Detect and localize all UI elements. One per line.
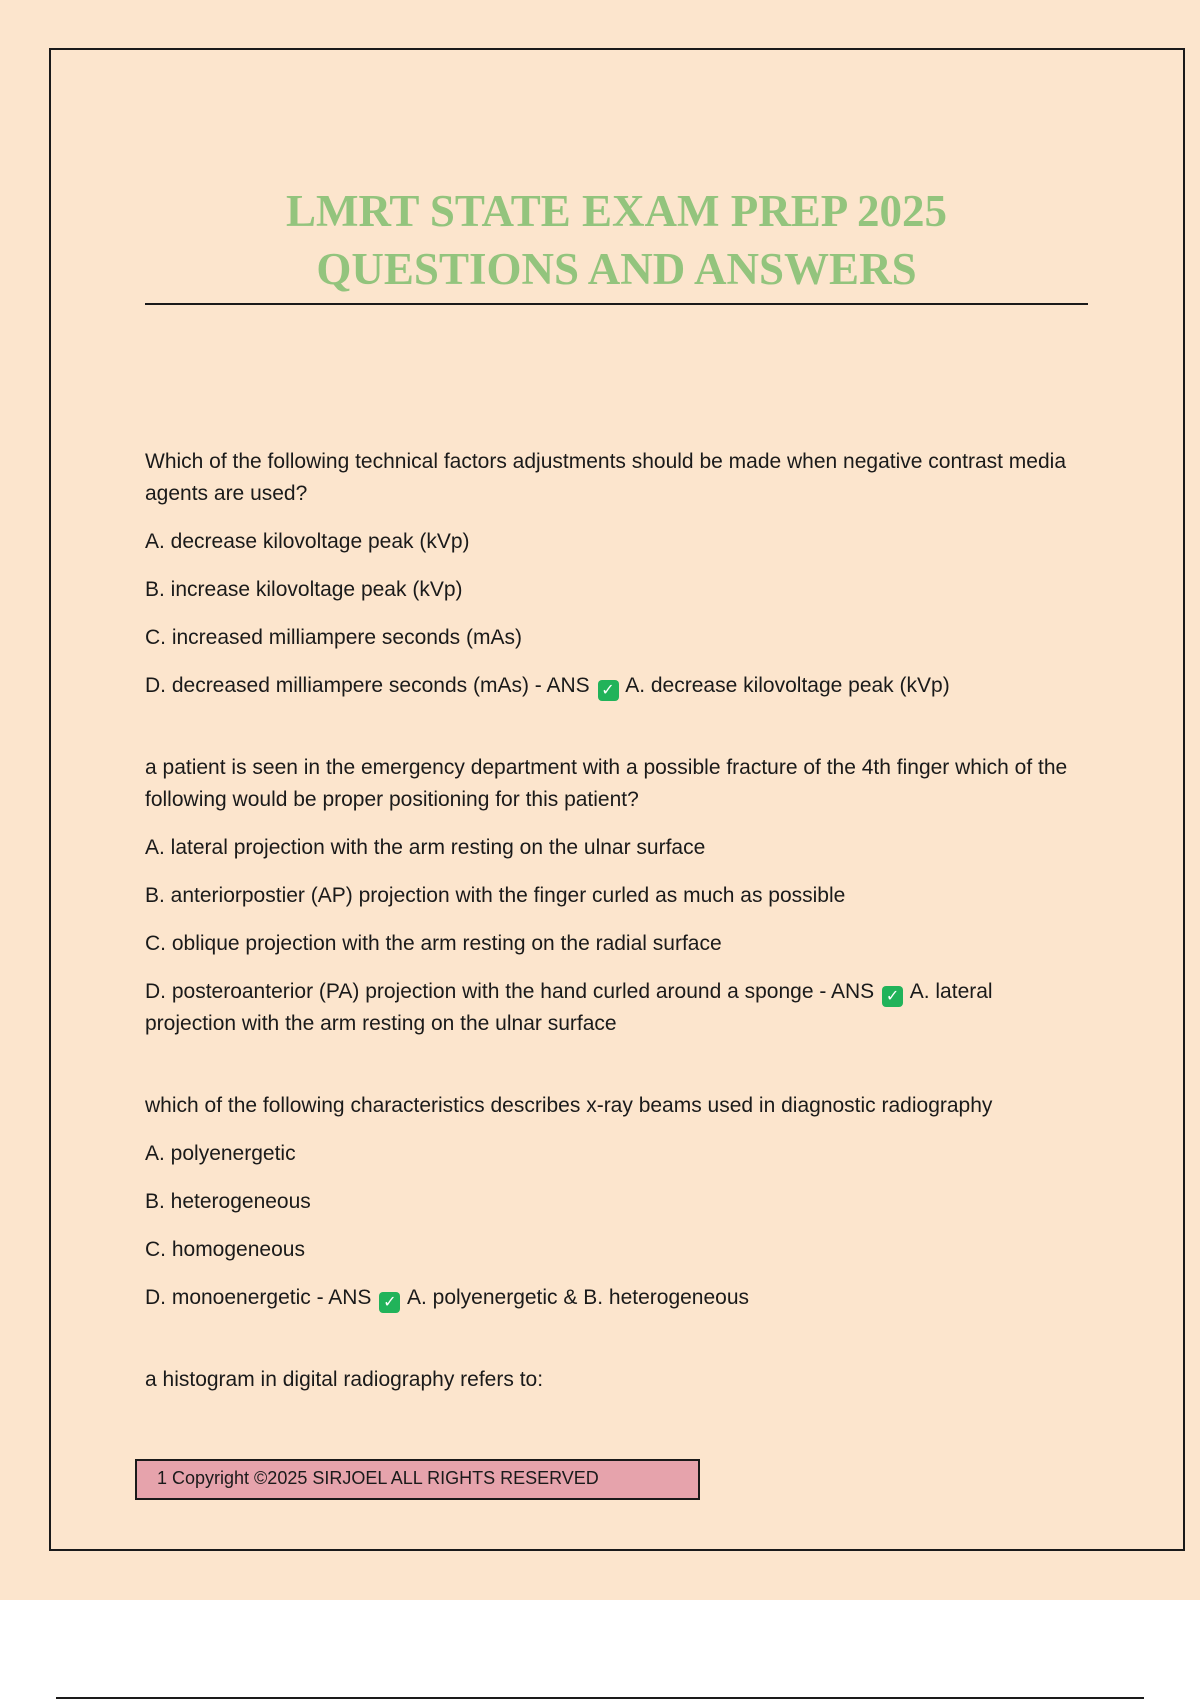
title-underline <box>145 303 1088 305</box>
checkmark-icon: ✓ <box>379 1292 400 1313</box>
question-block <box>145 1090 1085 1314</box>
option-with-answer <box>145 670 1085 702</box>
option: B. anteriorpostier (AP) projection with the finger curled as much as possible <box>145 884 846 907</box>
title-line-2: QUESTIONS AND ANSWERS <box>316 244 917 294</box>
option: B. heterogeneous <box>145 1190 311 1213</box>
option: C. increased milliampere seconds (mAs) <box>145 626 522 649</box>
answer-text: A. decrease kilovoltage peak (kVp) <box>625 674 950 697</box>
option: C. homogeneous <box>145 1238 305 1261</box>
option: A. lateral projection with the arm resting on the ulnar surface <box>145 836 706 859</box>
option: C. oblique projection with the arm resting on the radial surface <box>145 932 722 955</box>
question-block <box>145 752 1085 1040</box>
question-block <box>145 1364 1085 1396</box>
question-text: a patient is seen in the emergency department with a possible fracture of the 4th finger which of the following would be proper positioning for this patient? <box>145 756 1068 811</box>
option: B. increase kilovoltage peak (kVp) <box>145 578 463 601</box>
questions-section <box>145 446 1085 1446</box>
option: A. decrease kilovoltage peak (kVp) <box>145 530 470 553</box>
document-title <box>145 182 1088 298</box>
option: A. polyenergetic <box>145 1142 296 1165</box>
option-with-answer <box>145 1282 1085 1314</box>
option-with-answer <box>145 976 1085 1040</box>
bottom-divider <box>56 1697 1144 1699</box>
copyright-text: 1 Copyright ©2025 SIRJOEL ALL RIGHTS RESERVED <box>157 1468 599 1488</box>
answer-text: A. polyenergetic & B. heterogeneous <box>406 1286 750 1309</box>
option-text: D. posteroanterior (PA) projection with the hand curled around a sponge - ANS <box>145 980 875 1003</box>
option-text: D. monoenergetic - ANS <box>145 1286 372 1309</box>
copyright-footer <box>135 1459 700 1500</box>
question-text: a histogram in digital radiography refers to: <box>145 1368 544 1391</box>
answer-text: A. lateral projection with the arm resting on the ulnar surface <box>145 980 993 1035</box>
checkmark-icon: ✓ <box>598 680 619 701</box>
option-text: D. decreased milliampere seconds (mAs) - ANS <box>145 674 590 697</box>
question-text: Which of the following technical factors adjustments should be made when negative contrast media agents are used? <box>145 450 1067 505</box>
checkmark-icon: ✓ <box>882 986 903 1007</box>
question-block <box>145 446 1085 702</box>
title-line-1: LMRT STATE EXAM PREP 2025 <box>286 186 947 236</box>
question-text: which of the following characteristics describes x-ray beams used in diagnostic radiography <box>145 1094 993 1117</box>
